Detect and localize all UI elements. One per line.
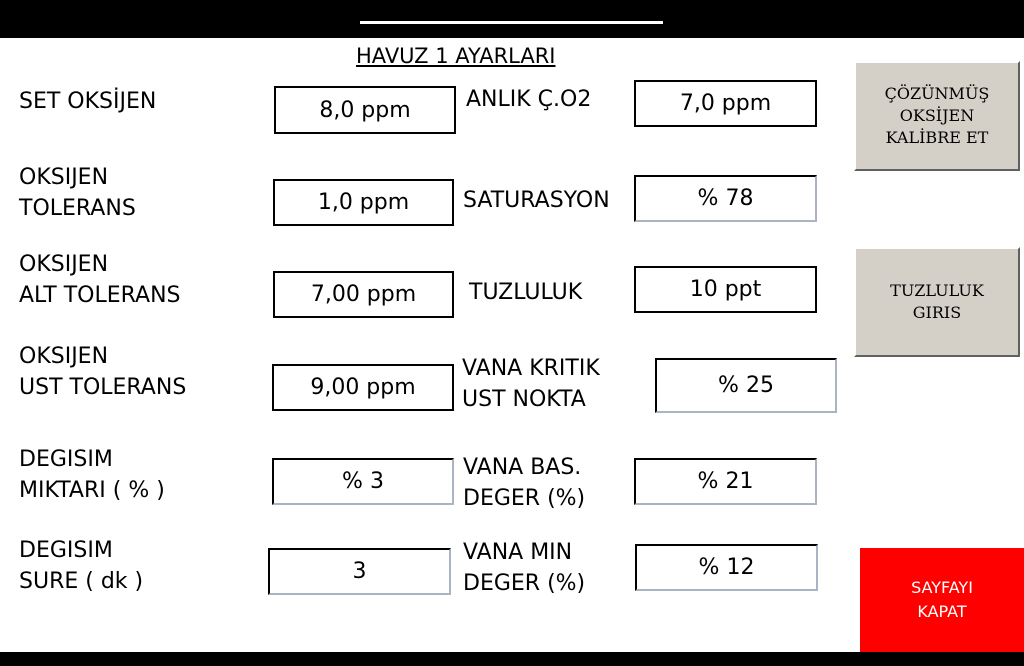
change-amount-label: DEGISIM MIKTARI ( % ) [19, 447, 165, 503]
change-duration-label: DEGISIM SURE ( dk ) [19, 538, 144, 594]
valve-start-value-label: VANA BAS. DEGER (%) [463, 455, 586, 511]
calibrate-dissolved-oxygen-button[interactable]: ÇÖZÜNMÜŞ OKSİJEN KALİBRE ET [854, 61, 1020, 171]
salinity-label: TUZLULUK [469, 280, 583, 305]
oxygen-upper-tolerance-label: OKSIJEN UST TOLERANS [19, 344, 187, 400]
bottom-bar [0, 652, 1024, 666]
change-amount-field[interactable]: % 3 [272, 458, 454, 505]
oxygen-tolerance-label: OKSIJEN TOLERANS [19, 165, 136, 221]
instant-do-value: 7,0 ppm [634, 80, 817, 127]
valve-critical-upper-field[interactable]: % 25 [655, 358, 837, 413]
salinity-entry-button[interactable]: TUZLULUK GIRIS [854, 247, 1020, 357]
valve-min-value-field[interactable]: % 12 [635, 544, 818, 591]
set-oxygen-field[interactable]: 8,0 ppm [274, 86, 456, 134]
oxygen-upper-tolerance-field[interactable]: 9,00 ppm [272, 364, 454, 411]
top-bar [0, 0, 1024, 38]
page-title: HAVUZ 1 AYARLARI [356, 44, 556, 68]
oxygen-lower-tolerance-field[interactable]: 7,00 ppm [273, 271, 454, 318]
valve-critical-upper-label: VANA KRITIK UST NOKTA [462, 356, 600, 412]
saturation-label: SATURASYON [463, 188, 610, 213]
top-line [360, 21, 663, 24]
valve-min-value-label: VANA MIN DEGER (%) [463, 540, 586, 596]
oxygen-lower-tolerance-label: OKSIJEN ALT TOLERANS [19, 252, 181, 308]
close-page-button[interactable]: SAYFAYI KAPAT [860, 548, 1024, 652]
oxygen-tolerance-field[interactable]: 1,0 ppm [273, 179, 454, 226]
valve-start-value-field[interactable]: % 21 [634, 458, 817, 505]
instant-do-label: ANLIK Ç.O2 [466, 87, 592, 112]
saturation-value: % 78 [634, 175, 817, 222]
salinity-value: 10 ppt [634, 266, 817, 313]
set-oxygen-label: SET OKSİJEN [19, 89, 157, 114]
change-duration-field[interactable]: 3 [268, 548, 451, 595]
